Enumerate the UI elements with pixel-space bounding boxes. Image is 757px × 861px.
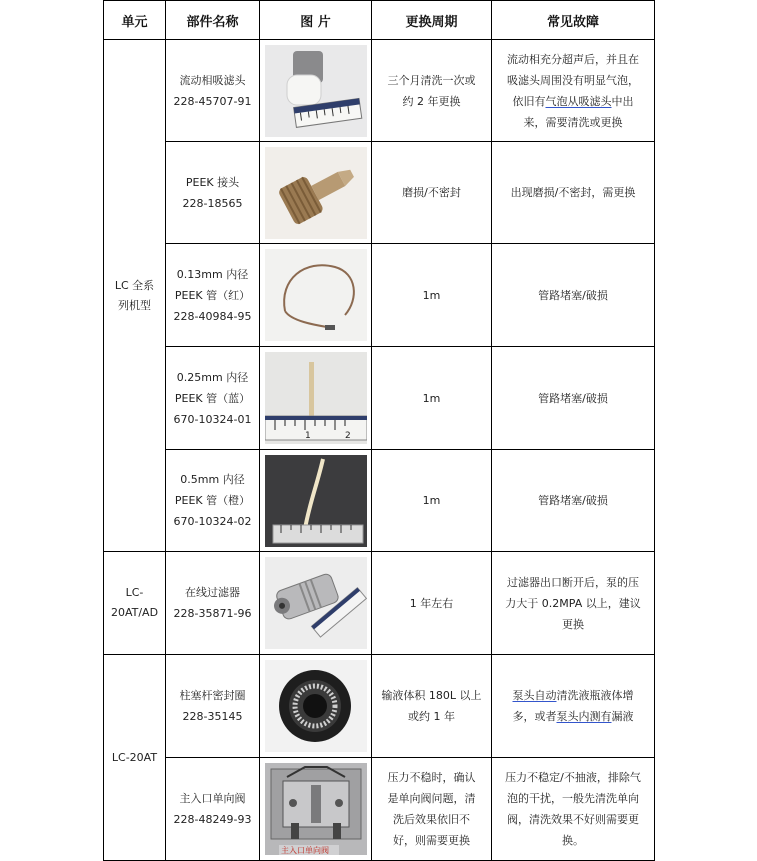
part-name-cell: [166, 40, 260, 142]
check-valve-photo: [265, 763, 367, 855]
fault-text: 管路堵塞/破损: [538, 494, 608, 507]
fault-text: 管路堵塞/破损: [538, 288, 608, 302]
fault-text: 管路堵塞/破损: [538, 391, 608, 405]
part-name-cell: [166, 142, 260, 244]
part-number: 670-10324-01: [173, 412, 252, 426]
cycle-text: 输液体积 180L 以上: [381, 689, 482, 702]
picture-cell: [260, 552, 372, 655]
picture-cell: [260, 40, 372, 142]
cycle-cell: [372, 142, 492, 244]
fault-text-part: 依旧有: [512, 94, 546, 108]
peek-fitting-photo: [265, 147, 367, 239]
part-name: PEEK 接头: [185, 175, 240, 189]
part-name: 柱塞杆密封圈: [179, 689, 246, 702]
unit-lc-20at: [104, 655, 166, 861]
part-name: PEEK 管（橙）: [174, 494, 251, 507]
fault-text-part: 中出: [611, 94, 634, 108]
fault-cell: [492, 40, 655, 142]
part-name: PEEK 管（蓝）: [174, 391, 251, 405]
part-name-cell: [166, 450, 260, 552]
part-name-cell: [166, 655, 260, 758]
fault-text-underlined: 气泡从吸滤头: [545, 94, 612, 108]
fault-text: 压力不稳定/不抽液，排除气: [505, 771, 641, 784]
part-name-cell: [166, 758, 260, 861]
picture-cell: [260, 142, 372, 244]
table-row: [104, 347, 655, 450]
table-row: [104, 450, 655, 552]
unit-lc-20at-ad: [104, 552, 166, 655]
fault-cell: [492, 450, 655, 552]
cycle-cell: [372, 40, 492, 142]
fault-text: 力大于 0.2MPA 以上，建议: [505, 596, 641, 610]
fault-text-part: 漏液: [611, 710, 634, 723]
table-row: [104, 244, 655, 347]
cycle-cell: [372, 450, 492, 552]
svg-text:主入口单向阀: 主入口单向阀: [280, 846, 329, 855]
fault-text: 出现磨损/不密封，需更换: [510, 186, 636, 199]
cycle-text: 压力不稳时，确认: [387, 771, 476, 784]
fault-text: 泡的干扰，一般先清洗单向: [507, 792, 639, 805]
unit-label: 20AT/AD: [110, 606, 159, 619]
fault-cell: [492, 142, 655, 244]
fault-cell: [492, 655, 655, 758]
part-name-cell: [166, 244, 260, 347]
part-name-cell: [166, 552, 260, 655]
inline-filter-photo: [265, 557, 367, 649]
picture-cell: [260, 244, 372, 347]
cycle-text: 是单向阀问题，清: [387, 792, 476, 805]
unit-lc-all: [104, 40, 166, 552]
part-name: PEEK 管（红）: [174, 288, 251, 302]
fault-cell: [492, 758, 655, 861]
fault-cell: [492, 244, 655, 347]
cycle-text: 1m: [422, 391, 441, 405]
picture-cell: [260, 347, 372, 450]
plunger-seal-photo: [265, 660, 367, 752]
cycle-text: 洗后效果依旧不: [393, 813, 470, 826]
table-row: [104, 655, 655, 758]
svg-text:1: 1: [304, 431, 311, 441]
part-number: 228-35871-96: [173, 607, 252, 620]
cycle-cell: [372, 758, 492, 861]
cycle-text: 磨损/不密封: [402, 186, 461, 199]
fault-text-underlined: 泵头内测有: [556, 710, 612, 723]
header-fault: 常见故障: [492, 1, 655, 40]
header-row: [104, 1, 655, 40]
cycle-text: 1m: [422, 288, 441, 302]
part-number: 670-10324-02: [173, 515, 252, 528]
blue-peek-tube-photo: [265, 352, 367, 444]
part-name: 主入口单向阀: [179, 792, 246, 805]
unit-label: LC-: [125, 586, 144, 599]
cycle-cell: [372, 347, 492, 450]
part-name: 0.13mm 内径: [176, 267, 249, 281]
picture-cell: [260, 450, 372, 552]
part-number: 228-48249-93: [173, 813, 252, 826]
part-number: 228-35145: [182, 710, 243, 723]
picture-cell: [260, 655, 372, 758]
header-picture: 图 片: [260, 1, 372, 40]
fault-cell: [492, 347, 655, 450]
cycle-cell: [372, 244, 492, 347]
fault-text-part: 清洗液瓶液体增: [556, 689, 634, 702]
fault-text: [497, 685, 649, 706]
fault-text: 吸滤头周围没有明显气泡，: [507, 73, 639, 87]
picture-cell: [260, 758, 372, 861]
orange-peek-tube-photo: [265, 455, 367, 547]
fault-text: [497, 706, 649, 727]
fault-text: 流动相充分超声后，并且在: [507, 52, 639, 66]
cycle-text: 约 2 年更换: [402, 94, 461, 108]
parts-table: [103, 0, 655, 861]
cycle-cell: [372, 552, 492, 655]
part-name: 在线过滤器: [185, 586, 240, 599]
svg-text:2: 2: [344, 431, 351, 441]
cycle-text: 三个月清洗一次或: [387, 73, 476, 87]
cycle-cell: [372, 655, 492, 758]
fault-text: 阀，清洗效果不好则需要更: [507, 813, 639, 826]
fault-text: [497, 91, 649, 112]
fault-text: 过滤器出口断开后，泵的压: [507, 575, 639, 589]
unit-label: 列机型: [118, 298, 151, 312]
fault-cell: [492, 552, 655, 655]
unit-label: LC 全系: [114, 278, 155, 292]
part-number: 228-45707-91: [173, 94, 252, 108]
unit-label: LC-20AT: [111, 750, 158, 764]
part-name: 0.5mm 内径: [180, 473, 245, 486]
part-name: 0.25mm 内径: [176, 370, 249, 384]
red-peek-tube-photo: [265, 249, 367, 341]
cycle-text: 1m: [422, 494, 441, 507]
cycle-text: 好，则需要更换: [393, 834, 470, 847]
suction-filter-photo: [265, 45, 367, 137]
part-number: 228-40984-95: [173, 309, 252, 323]
table-row: [104, 552, 655, 655]
table-row: [104, 40, 655, 142]
fault-text: 来，需要清洗或更换: [523, 115, 623, 129]
fault-text: 更换: [562, 617, 584, 631]
fault-text-underlined: 泵头自动: [512, 689, 557, 702]
header-cycle: 更换周期: [372, 1, 492, 40]
cycle-text: 1 年左右: [409, 596, 454, 610]
part-name: 流动相吸滤头: [179, 73, 246, 87]
table-row: [104, 142, 655, 244]
part-number: 228-18565: [182, 196, 243, 210]
header-unit: 单元: [104, 1, 166, 40]
cycle-text: 或约 1 年: [408, 710, 455, 723]
header-part-name: 部件名称: [166, 1, 260, 40]
table-row: [104, 758, 655, 861]
part-name-cell: [166, 347, 260, 450]
fault-text-part: 多，或者: [512, 710, 557, 723]
fault-text: 换。: [562, 834, 584, 847]
